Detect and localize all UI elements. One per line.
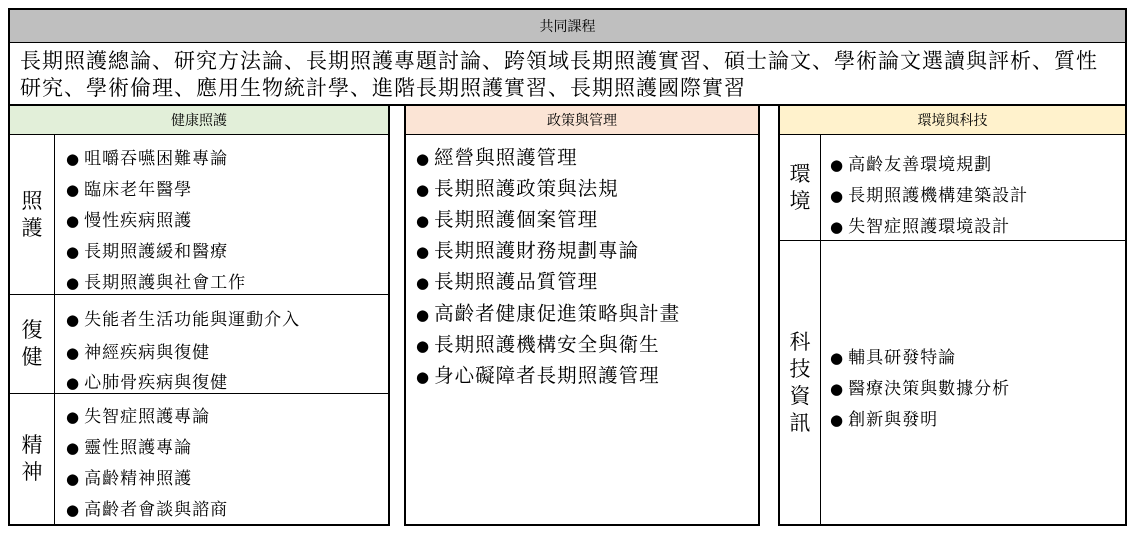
common-courses-title: 共同課程 [539,19,596,35]
list-item: ● 身心礙障者長期照護管理 [416,360,660,388]
list-item: ● 長期照護與社會工作 [66,268,246,293]
list-item: ● 臨床老年醫學 [66,175,192,200]
list-item: ● 高齡者健康促進策略與計畫 [416,298,680,326]
list-item: ● 咀嚼吞嚥困難專論 [66,144,228,169]
list-item: ● 長期照護機構安全與衛生 [416,329,660,357]
policy-management-title: 政策與管理 [547,113,617,129]
list-item: ● 創新與發明 [830,405,938,430]
environment-group-label: 環 境 [789,161,811,213]
list-item: ● 高齡友善環境規劃 [830,150,992,175]
list-item: ● 高齡者會談與諮商 [66,495,228,520]
list-item: ● 長期照護財務規劃專論 [416,235,639,263]
health-care-panel [8,106,390,526]
environment-tech-title: 環境與科技 [917,113,988,129]
common-courses-list: 長期照護總論、研究方法論、長期照護專題討論、跨領域長期照護實習、碩士論文、學術論文選讀與評析、質性研究、學術倫理、應用生物統計學、進階長期照護實習、長期照護國際實習 [20,49,1098,100]
list-item: ● 失智症照護環境設計 [830,212,1010,237]
health-care-header [10,106,388,135]
list-item: ● 輔具研發特論 [830,343,956,368]
list-item: ● 長期照護機構建築設計 [830,181,1028,206]
list-item: ● 長期照護個案管理 [416,204,598,232]
list-item: ● 慢性疾病照護 [66,206,192,231]
health-care-title: 健康照護 [171,113,227,129]
list-item: ● 神經疾病與復健 [66,338,210,363]
list-item: ● 失能者生活功能與運動介入 [66,305,300,330]
list-item: ● 長期照護政策與法規 [416,173,619,201]
technology-group-label: 科 技 資 訊 [789,329,811,435]
list-item: ● 醫療決策與數據分析 [830,374,1010,399]
common-courses-header [10,10,1125,43]
health-group-label-mental: 精 神 [21,433,43,484]
list-item: ● 靈性照護專論 [66,433,192,458]
health-group-label-rehab: 復 健 [21,318,43,369]
list-item: ● 高齡精神照護 [66,464,192,489]
list-item: ● 經營與照護管理 [416,142,578,170]
environment-tech-panel [778,106,1127,526]
common-courses-box [8,8,1127,106]
list-item: ● 長期照護緩和醫療 [66,237,228,262]
list-item: ● 失智症照護專論 [66,402,210,427]
environment-tech-header [780,106,1125,135]
policy-management-panel [404,106,760,526]
health-group-label-care: 照 護 [21,188,43,240]
list-item: ● 心肺骨疾病與復健 [66,368,228,393]
list-item: ● 長期照護品質管理 [416,266,598,294]
policy-management-header [406,106,758,135]
